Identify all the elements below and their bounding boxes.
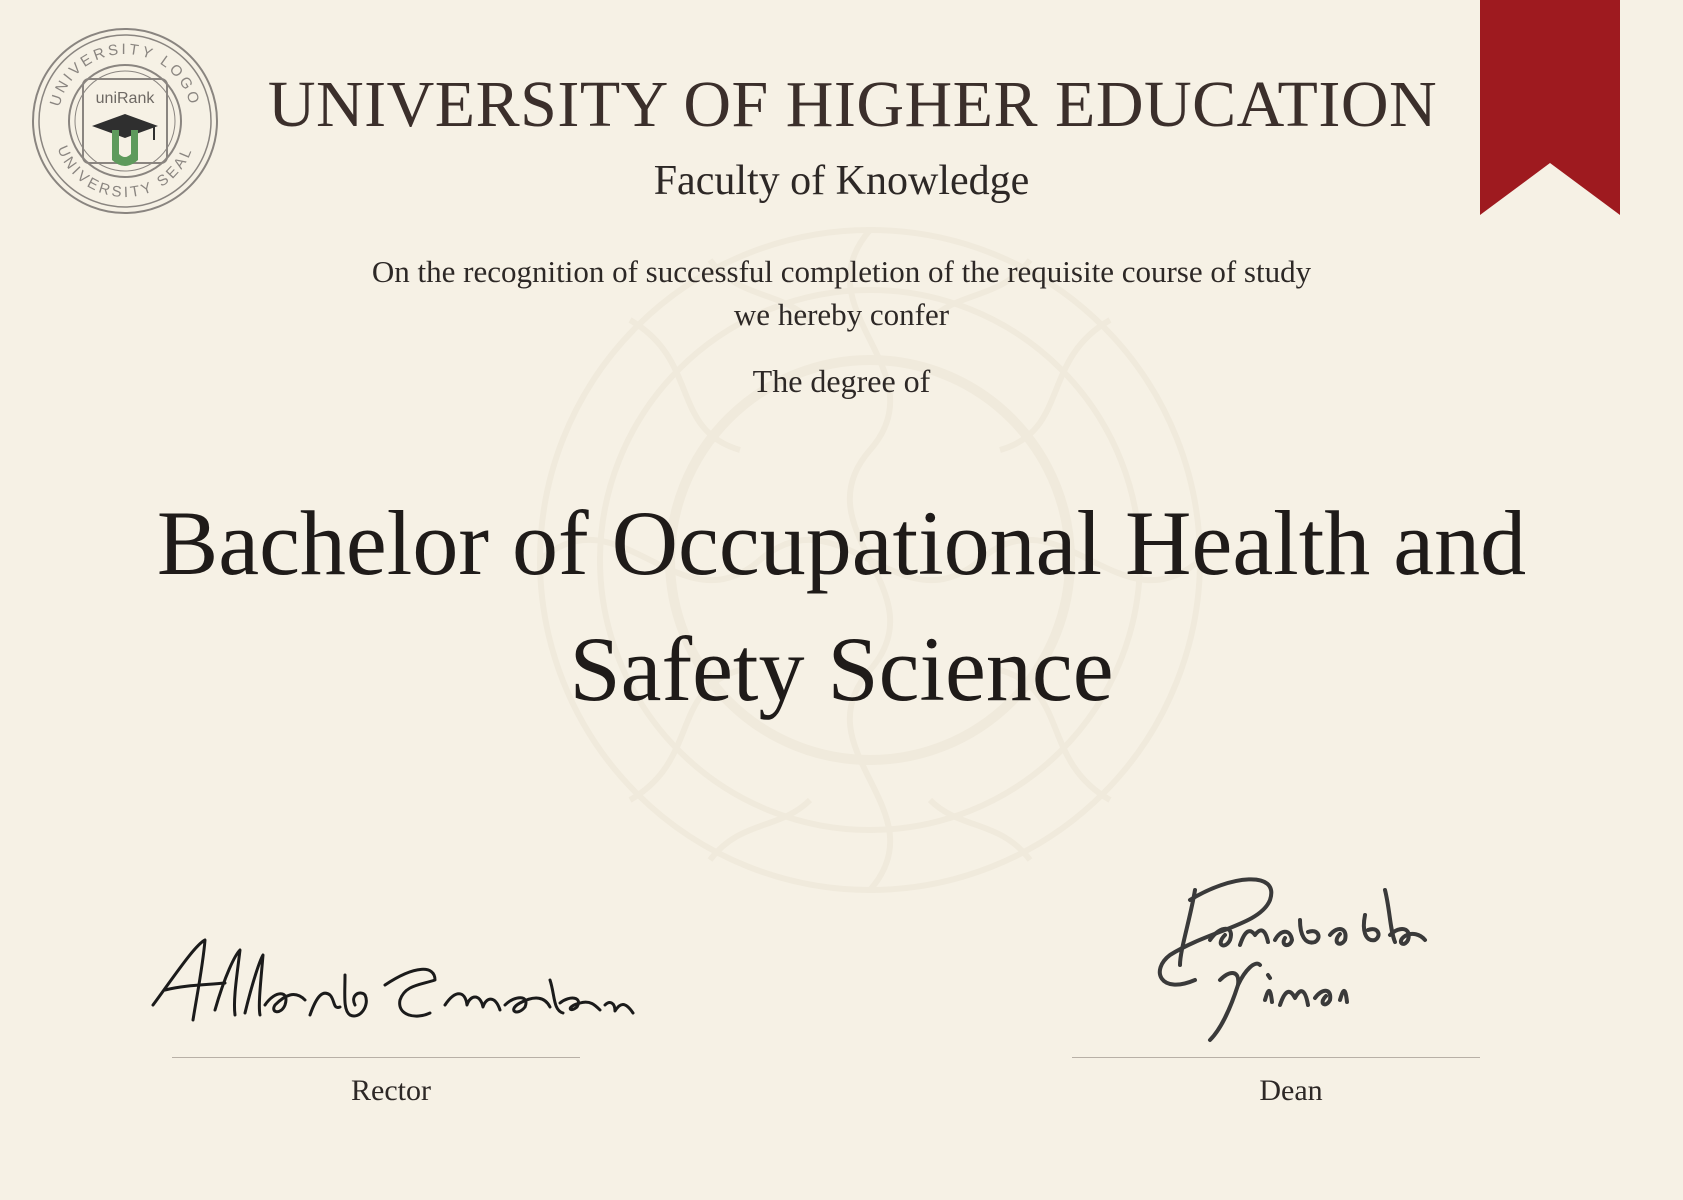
svg-text:UNIVERSITY SEAL: UNIVERSITY SEAL xyxy=(53,143,197,202)
degree-title-line-2: Safety Science xyxy=(569,618,1114,720)
dean-signature-line xyxy=(1072,1057,1480,1058)
recognition-line-1: On the recognition of successful completion of the requisite course of study xyxy=(371,254,1312,289)
faculty-name: Faculty of Knowledge xyxy=(653,158,1030,204)
rector-signature-line xyxy=(172,1057,580,1058)
university-name: UNIVERSITY OF HIGHER EDUCATION xyxy=(267,68,1438,141)
recognition-text xyxy=(0,250,1683,336)
svg-text:UNIVERSITY LOGO: UNIVERSITY LOGO xyxy=(46,40,204,109)
degree-title xyxy=(40,480,1643,732)
dean-label: Dean xyxy=(1259,1074,1323,1107)
svg-text:uniRank: uniRank xyxy=(95,90,155,107)
rector-signature xyxy=(145,935,635,1035)
dean-signature xyxy=(1150,870,1440,1045)
rector-label: Rector xyxy=(351,1074,431,1107)
recognition-line-2: we hereby confer xyxy=(733,297,950,332)
degree-title-line-1: Bachelor of Occupational Health and xyxy=(156,492,1527,594)
degree-intro: The degree of xyxy=(752,363,931,399)
